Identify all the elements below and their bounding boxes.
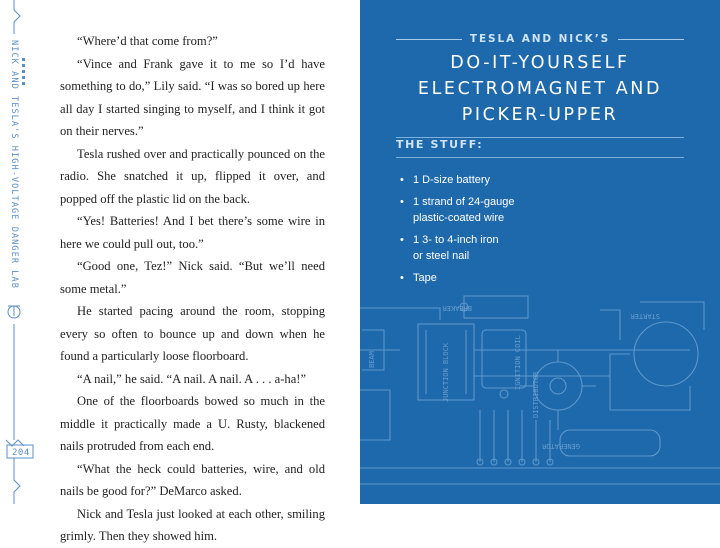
dot bbox=[22, 82, 25, 85]
list-item-text: 1 3- to 4-inch iron bbox=[413, 234, 499, 246]
paragraph: “Good one, Tez!” Nick said. “But we’ll need some metal.” bbox=[60, 259, 325, 296]
section-rule bbox=[396, 157, 684, 158]
dot bbox=[22, 64, 25, 67]
section-heading: THE STUFF: bbox=[396, 138, 484, 151]
bullet: • bbox=[400, 234, 404, 246]
story-text bbox=[60, 30, 325, 548]
terminal bbox=[500, 390, 508, 398]
kicker: TESLA AND NICK’S bbox=[469, 33, 611, 45]
paragraph: One of the floorboards bowed so much in the middle it practically made a U. Rusty, blackened nails protruded from each end. bbox=[60, 394, 325, 453]
distributor-center bbox=[550, 378, 566, 394]
list-item-text: Tape bbox=[413, 272, 437, 284]
distributor-shape bbox=[534, 362, 582, 410]
running-title: NICK AND TESLA'S HIGH-VOLTAGE DANGER LAB bbox=[9, 40, 19, 289]
kicker-rule-left bbox=[396, 39, 462, 40]
paragraph: Nick and Tesla just looked at each other, smiling grimly. Then they showed him. bbox=[60, 506, 325, 543]
supply-list bbox=[400, 172, 660, 292]
wire-trace bbox=[360, 390, 390, 440]
starter-shape bbox=[634, 322, 698, 386]
paragraph: “Where’d that come from?” bbox=[77, 34, 218, 48]
diagram-label-generator: GENERATOR bbox=[542, 442, 580, 450]
list-item-text: 1 strand of 24-gauge bbox=[413, 196, 515, 208]
paragraph: “Yes! Batteries! And I bet there’s some wire in here we could pull out, too.” bbox=[60, 214, 325, 251]
project-header bbox=[396, 33, 684, 138]
bottom-zigzag-line bbox=[14, 458, 20, 504]
paragraph: “What the heck could batteries, wire, and old nails be good for?” DeMarco asked. bbox=[60, 461, 325, 498]
list-item bbox=[400, 270, 660, 286]
dot bbox=[22, 58, 25, 61]
title-line: PICKER-UPPER bbox=[461, 105, 619, 125]
dot bbox=[22, 70, 25, 73]
list-item-text: 1 D-size battery bbox=[413, 174, 491, 186]
page-number: 204 bbox=[12, 448, 30, 458]
title-line: ELECTROMAGNET AND bbox=[417, 79, 663, 99]
dot bbox=[22, 76, 25, 79]
top-zigzag-line bbox=[14, 0, 20, 34]
wire-trace bbox=[360, 308, 440, 320]
breaker-shape bbox=[464, 296, 528, 318]
kicker-rule-right bbox=[618, 39, 684, 40]
left-page bbox=[0, 0, 360, 543]
project-title bbox=[396, 50, 684, 128]
right-page bbox=[360, 0, 720, 504]
bullet: • bbox=[400, 272, 404, 284]
bullet: • bbox=[400, 174, 404, 186]
kicker-row bbox=[396, 33, 684, 45]
bullet: • bbox=[400, 196, 404, 208]
list-item-text: or steel nail bbox=[413, 250, 470, 262]
list-item bbox=[400, 172, 660, 188]
paragraph: He started pacing around the room, stopping every so often to bounce up and down when he found a particularly loose floorboard. bbox=[60, 304, 325, 363]
paragraph: “A nail,” he said. “A nail. A nail. A . . . a-ha!” bbox=[77, 371, 307, 386]
list-item bbox=[400, 232, 660, 264]
diagram-label-breaker: BREAKER bbox=[442, 304, 472, 312]
wiring-diagram-background bbox=[360, 290, 720, 504]
paragraph: “Vince and Frank gave it to me so I’d have something to do,” Lily said. “I was so bored up here all day I started singing to myself, and I think it got on their nerves.” bbox=[60, 56, 325, 138]
diagram-label-distributor: DISTRIBUTOR bbox=[532, 371, 540, 418]
diagram-label-starter: STARTER bbox=[630, 312, 660, 320]
diagram-label-beam: BEAM bbox=[368, 351, 376, 368]
list-item-text: plastic-coated wire bbox=[413, 212, 505, 224]
diagram-label-ignition-coil: IGNITION COIL bbox=[514, 335, 522, 390]
diagram-label-junction-block: JUNCTION BLOCK bbox=[442, 342, 450, 402]
list-item bbox=[400, 194, 660, 226]
wire-trace bbox=[600, 310, 620, 340]
paragraph: Tesla rushed over and practically pounced on the radio. She snatched it up, flipped it over, and popped off the plastic lid on the back. bbox=[60, 146, 325, 206]
title-line: DO-IT-YOURSELF bbox=[450, 53, 630, 73]
